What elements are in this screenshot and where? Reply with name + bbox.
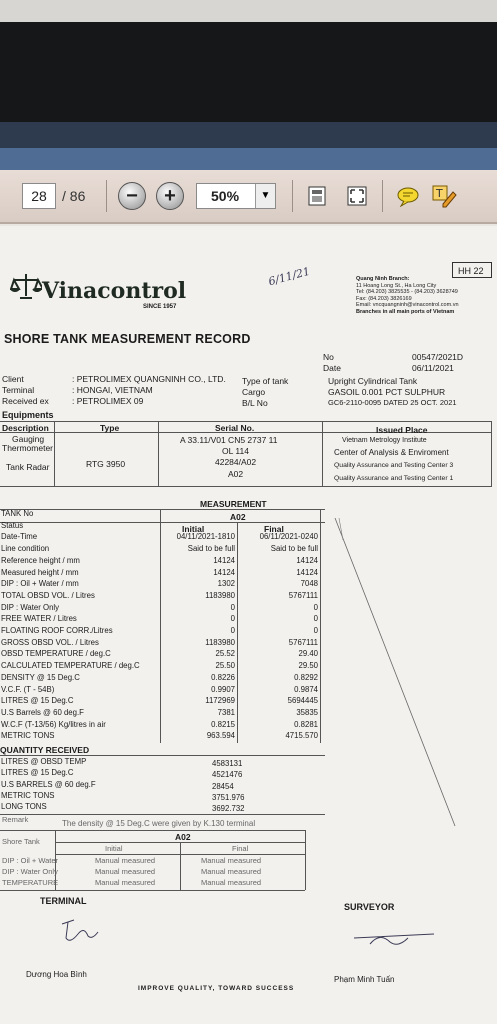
measurement-row-label: Status — [1, 520, 24, 530]
terminal-label: TERMINAL — [40, 896, 87, 906]
quantity-row-label: LONG TONS — [1, 802, 47, 812]
measurement-initial-value: 0.8226 — [211, 672, 235, 682]
comment-button[interactable] — [394, 182, 422, 210]
chevron-down-icon[interactable]: ▼ — [255, 184, 275, 208]
divider — [491, 421, 492, 486]
quantity-row-label: U.S BARRELS @ 60 deg.F — [1, 779, 96, 789]
surveyor-signature — [350, 926, 440, 956]
zoom-value: 50% — [211, 188, 240, 204]
cargo-value: GASOIL 0.001 PCT SULPHUR — [328, 387, 446, 397]
measurement-row-label: FLOATING ROOF CORR./Litres — [1, 626, 113, 635]
toolbar-separator — [292, 180, 293, 212]
company-logo-text: Vinacontrol — [42, 278, 187, 304]
measurement-initial-value: 25.50 — [215, 661, 235, 671]
col-issued: Issued Place — [376, 425, 428, 435]
quantity-row-value: 4521476 — [212, 770, 243, 780]
branch-tel: Tel: (84.203) 3825535 - (84.203) 3628749 — [356, 289, 458, 295]
bl-value: GC6-2110-0095 DATED 25 OCT. 2021 — [328, 398, 457, 407]
remark-label: Remark — [2, 815, 29, 824]
equip-issued: Vietnam Metrology Institute — [342, 437, 427, 444]
date-label: Date — [323, 363, 341, 373]
measurement-row-label: Line condition — [1, 544, 50, 554]
divider — [0, 486, 492, 487]
divider — [320, 509, 321, 743]
branch-fax: Fax: (84.203) 3826169 — [356, 295, 412, 302]
divider — [322, 421, 323, 486]
measurement-row-label: GROSS OBSD VOL. / Litres — [1, 637, 99, 647]
minus-icon: − — [126, 184, 138, 207]
zoom-out-button[interactable] — [118, 182, 146, 210]
quantity-row-value: 3751.976 — [212, 792, 245, 802]
measurement-row-label: Measured height / mm — [1, 567, 79, 577]
shore-row-initial: Manual measured — [95, 867, 156, 876]
shore-tank-label: Shore Tank — [2, 837, 40, 846]
shore-row-label: TEMPERATURE — [2, 878, 59, 887]
menu-bar — [0, 148, 497, 170]
shore-row-final: Manual measured — [201, 856, 262, 865]
fit-page-icon — [306, 185, 328, 207]
measurement-initial-value: 04/11/2021-1810 — [176, 532, 235, 542]
divider — [0, 890, 305, 891]
measurement-initial-value: 1183980 — [205, 590, 235, 600]
measurement-row-label: DENSITY @ 15 Deg.C — [1, 672, 80, 682]
shore-tank-tank: A02 — [175, 832, 191, 842]
received-label: Received ex — [2, 396, 49, 406]
measurement-initial-value: 7381 — [217, 707, 235, 717]
divider — [0, 509, 325, 510]
equip-type: RTG 3950 — [86, 459, 126, 469]
desk-background — [0, 0, 497, 22]
strike-through-line — [325, 516, 495, 846]
client-value: : PETROLIMEX QUANGNINH CO., LTD. — [72, 374, 226, 384]
equip-issued: Quality Assurance and Testing Center 1 — [334, 475, 454, 482]
branch-email: Email: vncquangninh@vinacontrol.com.vn — [356, 302, 459, 308]
document-page — [0, 226, 497, 1024]
measurement-initial-value: 0 — [230, 602, 235, 612]
measurement-final-value: 29.40 — [298, 649, 318, 659]
toolbar-separator — [106, 180, 107, 212]
branch-name: Quang Ninh Branch: — [356, 276, 410, 282]
measurement-initial-value: 1172969 — [205, 696, 235, 706]
measurement-final-value: 0 — [313, 626, 318, 635]
measurement-initial-value: 1183980 — [205, 637, 235, 647]
divider — [0, 421, 492, 422]
branch-info — [356, 276, 496, 315]
terminal-signature — [58, 914, 118, 946]
divider — [305, 830, 306, 890]
company-since: SINCE 1957 — [143, 304, 177, 310]
measurement-initial-value: 0 — [230, 614, 235, 624]
equip-serial: 42284/A02 — [215, 457, 257, 467]
text-highlight-icon — [431, 184, 457, 208]
scales-logo-icon — [10, 272, 42, 307]
divider — [0, 830, 305, 831]
measurement-row-label: DIP : Oil + Water / mm — [1, 579, 79, 589]
measurement-final-value: 0.8281 — [294, 719, 318, 729]
measurement-initial-value: 963.594 — [206, 731, 235, 741]
equip-issued: Quality Assurance and Testing Center 3 — [334, 462, 454, 469]
bl-label: B/L No — [242, 398, 268, 408]
measurement-row-label: FREE WATER / Litres — [1, 614, 77, 624]
measurement-final-value: 35835 — [296, 707, 318, 717]
surveyor-signer-name: Phạm Minh Tuấn — [334, 975, 395, 984]
shore-row-initial: Manual measured — [95, 878, 156, 887]
measurement-row-label: DIP : Water Only — [1, 602, 60, 612]
measurement-final-value: 29.50 — [298, 661, 318, 671]
equip-desc: Tank Radar — [6, 462, 50, 472]
pdf-toolbar — [0, 170, 497, 224]
window-title-bar — [0, 122, 497, 148]
measurement-row-label: OBSD TEMPERATURE / deg.C — [1, 649, 111, 659]
divider — [180, 843, 181, 890]
page-number-input[interactable]: 28 — [22, 183, 56, 209]
measurement-row-label: U.S Barrels @ 60 deg.F — [1, 707, 84, 717]
handwritten-date: 6/11/21 — [267, 264, 312, 289]
toolbar-separator — [382, 180, 383, 212]
measurement-final-value: 5767111 — [288, 590, 318, 600]
divider — [0, 814, 325, 815]
equip-issued: Center of Analysis & Enviroment — [334, 448, 449, 457]
quantity-row-value: 3692.732 — [212, 804, 245, 814]
page-total-label: / 86 — [62, 188, 86, 204]
surveyor-label: SURVEYOR — [344, 902, 395, 912]
no-value: 00547/2021D — [412, 352, 464, 362]
col-description: Description — [2, 423, 49, 433]
terminal-signer-name: Dương Hoa Bình — [26, 970, 87, 979]
terminal-label: Terminal — [2, 385, 35, 395]
col-final: Final — [264, 524, 284, 534]
measurement-final-value: 06/11/2021-0240 — [259, 532, 318, 542]
quantity-row-label: LITRES @ 15 Deg.C — [1, 768, 74, 778]
doc-code: HH 22 — [458, 266, 484, 276]
no-label: No — [323, 352, 334, 362]
measurement-final-value: 0 — [313, 602, 318, 612]
measurement-row-label: LITRES @ 15 Deg.C — [1, 696, 74, 706]
equip-serial: A02 — [228, 469, 244, 479]
branch-ports: Branches in all main ports of Vietnam — [356, 308, 455, 315]
measurement-row-label: METRIC TONS — [1, 731, 55, 741]
col-type: Type — [100, 423, 120, 433]
divider — [55, 842, 305, 843]
branch-address: 11 Hoang Long St., Ha Long City — [356, 282, 437, 289]
measurement-row-label: TOTAL OBSD VOL. / Litres — [1, 590, 95, 600]
quantity-row-label: LITRES @ OBSD TEMP — [1, 757, 87, 766]
divider — [54, 421, 55, 486]
measurement-final-value: 0 — [313, 614, 318, 624]
measurement-initial-value: 0.8215 — [211, 719, 235, 729]
full-screen-button[interactable] — [343, 182, 371, 210]
monitor-bezel — [0, 22, 497, 122]
plus-icon: + — [164, 184, 176, 207]
remark-text: The density @ 15 Deg.C were given by K.130 terminal — [62, 819, 256, 828]
client-label: Client — [2, 374, 24, 384]
shore-row-final: Manual measured — [201, 867, 262, 876]
shore-col-initial: Initial — [105, 844, 123, 853]
equip-desc: Gauging — [12, 434, 45, 444]
measurement-row-label: TANK No — [1, 509, 34, 518]
quantity-row-label: METRIC TONS — [1, 790, 55, 800]
svg-text:T: T — [436, 187, 443, 200]
measurement-final-value: 4715.570 — [285, 731, 318, 741]
comment-icon — [396, 185, 420, 207]
measurement-final-value: 14124 — [296, 567, 318, 577]
measurement-initial-value: 14124 — [213, 555, 235, 565]
quantity-row-value: 28454 — [212, 781, 234, 791]
zoom-in-button[interactable] — [156, 182, 184, 210]
quantity-heading: QUANTITY RECEIVED — [0, 745, 90, 755]
divider — [0, 522, 325, 523]
measurement-final-value: 5694445 — [287, 696, 318, 706]
slogan: IMPROVE QUALITY, TOWARD SUCCESS — [138, 985, 295, 992]
measurement-final-value: 7048 — [300, 579, 318, 589]
quantity-row-value: 4583131 — [212, 759, 243, 768]
measurement-initial-value: Said to be full — [187, 544, 235, 554]
measurement-initial-value: 14124 — [213, 567, 235, 577]
zoom-select[interactable] — [196, 183, 276, 209]
measurement-final-value: 0.8292 — [294, 672, 318, 682]
full-screen-icon — [346, 185, 368, 207]
equipments-heading: Equipments — [2, 410, 54, 420]
shore-col-final: Final — [232, 844, 249, 853]
measurement-row-label: W.C.F (T-13/56) Kg/litres in air — [1, 719, 106, 729]
cargo-label: Cargo — [242, 387, 266, 397]
shore-row-label: DIP : Water Only — [2, 867, 58, 876]
received-value: : PETROLIMEX 09 — [72, 396, 144, 406]
measurement-row-label: V.C.F. (T - 54B) — [1, 684, 55, 694]
fit-page-button[interactable] — [303, 182, 331, 210]
measurement-final-value: Said to be full — [270, 544, 318, 554]
shore-row-label: DIP : Oil + Water — [2, 856, 59, 865]
highlight-text-button[interactable] — [430, 182, 458, 210]
type-tank-label: Type of tank — [242, 376, 289, 386]
divider — [158, 421, 159, 486]
measurement-row-label: Date-Time — [1, 532, 38, 542]
type-tank-value: Upright Cylindrical Tank — [328, 376, 418, 386]
page-title: SHORE TANK MEASUREMENT RECORD — [4, 332, 251, 346]
shore-row-final: Manual measured — [201, 878, 262, 887]
equip-serial: OL 114 — [222, 446, 249, 456]
shore-row-initial: Manual measured — [95, 856, 156, 865]
measurement-heading: MEASUREMENT — [200, 499, 267, 509]
measurement-initial-value: 1302 — [217, 579, 235, 589]
measurement-final-value: 0.9874 — [294, 684, 318, 694]
divider — [0, 755, 325, 756]
date-value: 06/11/2021 — [412, 363, 454, 373]
measurement-final-value: 5767111 — [288, 637, 318, 647]
equip-serial: A 33.11/V01 CN5 2737 11 — [180, 435, 278, 445]
measurement-initial-value: 0 — [230, 626, 235, 635]
col-initial: Initial — [182, 524, 205, 534]
measurement-row-label: CALCULATED TEMPERATURE / deg.C — [1, 661, 140, 671]
measurement-initial-value: 0.9907 — [211, 684, 235, 694]
col-serial: Serial No. — [215, 423, 255, 433]
measurement-tank: A02 — [230, 512, 246, 522]
measurement-final-value: 14124 — [296, 555, 318, 565]
measurement-row-label: Reference height / mm — [1, 555, 80, 565]
measurement-initial-value: 25.52 — [215, 649, 235, 659]
equip-desc: Thermometer — [2, 443, 54, 453]
divider — [55, 854, 305, 855]
terminal-value: : HONGAI, VIETNAM — [72, 385, 153, 395]
